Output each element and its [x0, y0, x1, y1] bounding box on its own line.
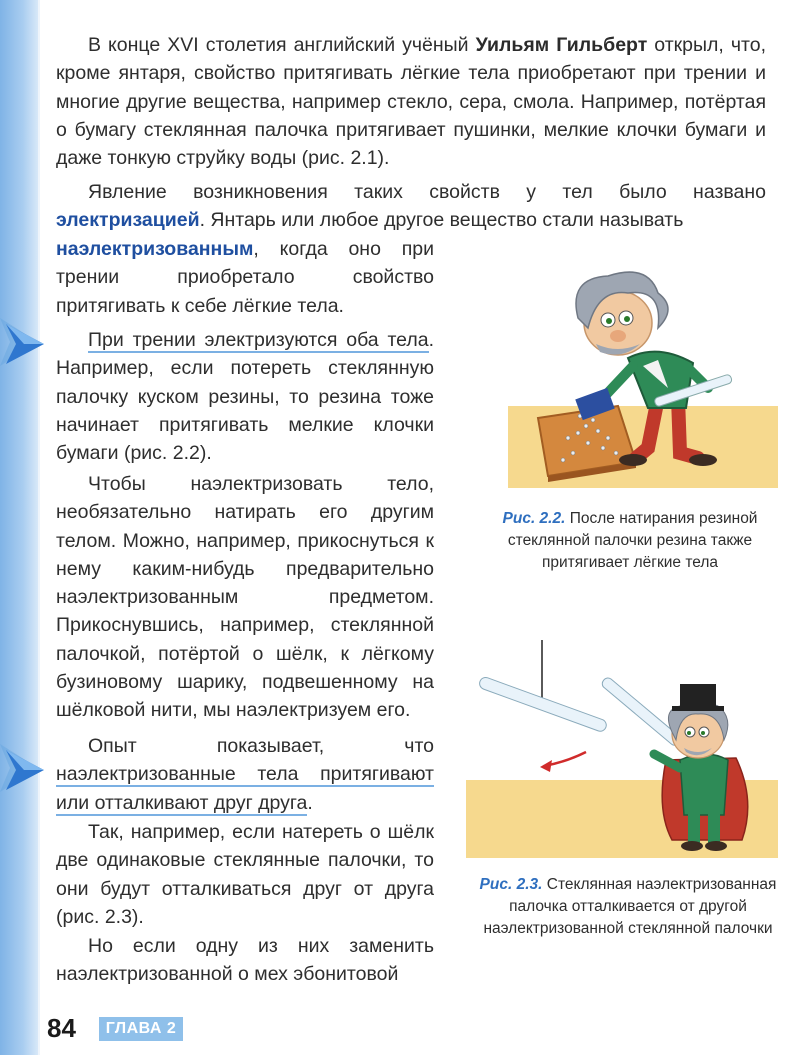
- page-side-strip: [0, 0, 38, 1055]
- scientist-name: Уильям Гильберт: [475, 34, 648, 56]
- paragraph-electrization: [56, 178, 766, 235]
- paragraph-electrization-cont: [56, 235, 434, 320]
- paragraph-ebonite: [56, 932, 434, 989]
- chapter-label: ГЛАВА 2: [99, 1017, 183, 1041]
- term-electrization: электризацией: [56, 209, 200, 232]
- figure-2-3-caption: [478, 874, 778, 940]
- caption-text: Стеклянная наэлектризованная палочка отталкивается от другой наэлектризованной стеклянной палочки: [483, 876, 777, 937]
- text: . Янтарь или любое другое вещество стали называть: [199, 209, 684, 232]
- text: Явление возникновения таких свойств у тел было названо: [88, 181, 766, 203]
- text: , когда оно при трении приобретало свойство притягивать к себе лёгкие тела.: [56, 238, 434, 317]
- margin-arrow-icon: [0, 314, 50, 372]
- text: открыл, что, кроме янтаря, свойство притягивать лёгкие тела приобретают при трении и многие другие вещества, например стекло, сера, смола. Например, потёртая о бумагу стеклянная палочка притягивает пушинки, мелкие клочки бумаги и даже тонкую струйку воды (рис. 2.1).: [56, 34, 766, 170]
- paragraph-attract-repel: [56, 732, 434, 817]
- text: . Например, если потереть стеклянную палочку куском резины, то резина тоже начинает притягивать мелкие клочки бумаги (рис. 2.2).: [56, 329, 434, 465]
- paragraph-touching: [56, 470, 434, 725]
- key-statement: При трении электризуются оба тела: [88, 329, 429, 351]
- caption-text: После натирания резиной стеклянной палочки резина также притягивает лёгкие тела: [507, 510, 758, 571]
- paragraph-gilbert: [56, 31, 766, 172]
- text: Опыт показывает, что: [88, 735, 434, 757]
- page-number: 84: [47, 1013, 76, 1043]
- figure-label: Рис. 2.2.: [502, 510, 566, 527]
- text: Чтобы наэлектризовать тело, необязательно натирать его другим телом. Можно, например, прикоснуться к нему каким-нибудь предварительно наэлектризованным предметом. Прикоснувшись, например, стеклянной палочкой, потёртой о шёлк, к лёгкому бузиновому шарику, подвешенному на шёлковой нити, мы наэлектризуем его.: [56, 473, 434, 722]
- figure-2-2-illustration: [508, 248, 778, 488]
- term-electrified: наэлектризованным: [56, 238, 254, 260]
- text: В конце XVI столетия английский учёный: [88, 34, 476, 56]
- page-edge-line: [38, 0, 40, 1055]
- figure-label: Рис. 2.3.: [479, 876, 543, 893]
- figure-2-3-illustration: [466, 640, 778, 858]
- text: Так, например, если натереть о шёлк две одинаковые стеклянные палочки, то они будут отталкиваться друг от друга (рис. 2.3).: [56, 821, 434, 928]
- figure-2-2-caption: [480, 508, 780, 574]
- text: Но если одну из них заменить наэлектризованной о мех эбонитовой: [56, 935, 434, 986]
- paragraph-glass-rods: [56, 818, 434, 931]
- margin-arrow-icon: [0, 740, 50, 798]
- text: .: [307, 791, 313, 814]
- paragraph-both-bodies: [56, 326, 434, 467]
- key-statement: наэлектризованные тела притягивают или отталкивают друг друга: [56, 763, 434, 814]
